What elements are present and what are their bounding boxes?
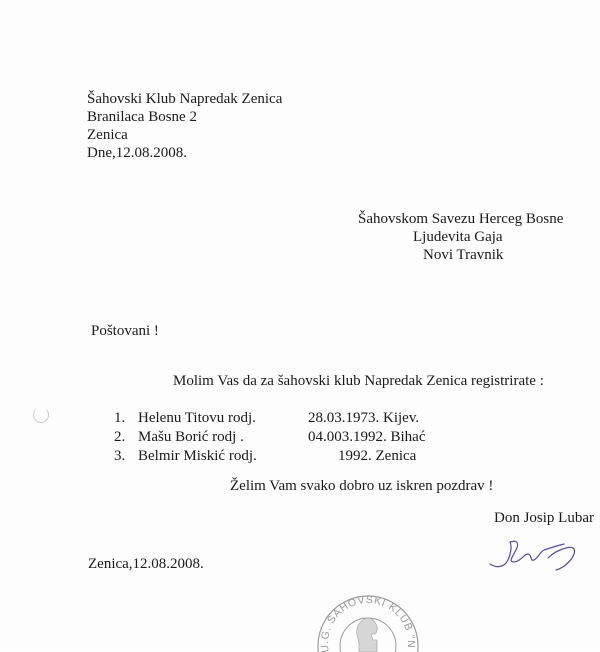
recipient-city: Novi Travnik: [423, 247, 504, 263]
player-details: 04.003.1992. Bihać: [308, 429, 426, 445]
club-stamp: [306, 559, 419, 652]
player-details: 1992. Zenica: [308, 448, 417, 464]
stamp-lettering: U.G. ŠAHOVSKI KLUB "NAPREDAK" ZENICA: [306, 559, 418, 652]
sender-city: Zenica: [87, 127, 128, 143]
request-sentence: Molim Vas da za šahovski klub Napredak Zenica registrirate :: [173, 373, 544, 389]
letter-date: Dne,12.08.2008.: [87, 145, 187, 161]
list-item: [114, 447, 426, 466]
player-name: Helenu Titovu rodj.: [138, 410, 256, 426]
signer-name: Don Josip Lubar: [494, 510, 594, 526]
recipient-organization: Šahovskom Savezu Herceg Bosne: [358, 211, 564, 227]
recipient-address-block: [358, 210, 563, 264]
sender-address-block: [87, 90, 282, 162]
handwritten-signature: [486, 528, 586, 574]
list-item: [114, 428, 426, 447]
greeting: Poštovani !: [91, 323, 159, 339]
list-number: 3.: [114, 448, 126, 464]
closing-sentence: Želim Vam svako dobro uz iskren pozdrav !: [230, 478, 494, 494]
place-and-date: Zenica,12.08.2008.: [88, 556, 204, 572]
list-number: 2.: [114, 429, 126, 445]
player-name: Mašu Borić rodj .: [138, 429, 244, 445]
recipient-street: Ljudevita Gaja: [413, 229, 503, 245]
list-number: 1.: [114, 410, 126, 426]
player-list: [114, 409, 426, 466]
list-item: [114, 409, 426, 428]
sender-club-name: Šahovski Klub Napredak Zenica: [87, 91, 283, 107]
knight-chess-icon: [357, 618, 377, 652]
player-details: 28.03.1973. Kijev.: [308, 410, 420, 426]
sender-street: Branilaca Bosne 2: [87, 109, 197, 125]
player-name: Belmir Miskić rodj.: [138, 448, 257, 464]
punch-hole-mark: [33, 407, 49, 423]
